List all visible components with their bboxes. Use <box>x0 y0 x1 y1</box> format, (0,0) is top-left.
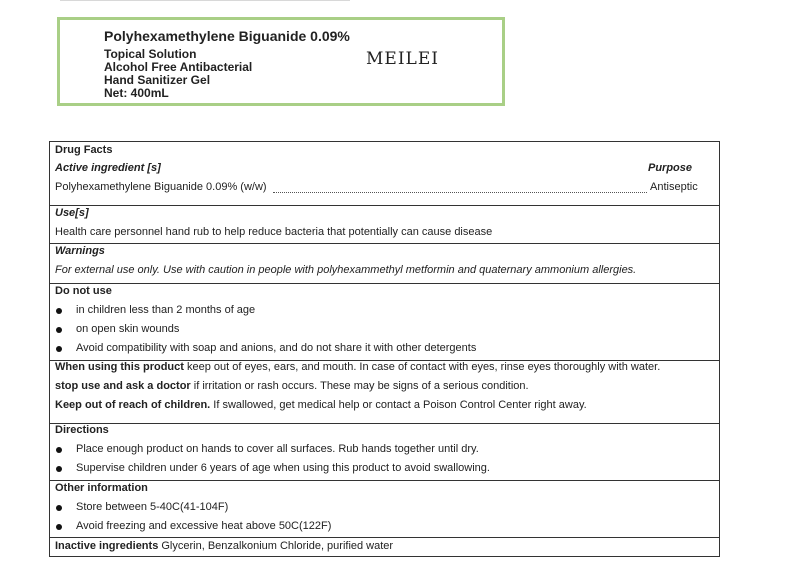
separator <box>50 537 719 538</box>
directions-item: Supervise children under 6 years of age when using this product to avoid swallowing. <box>76 462 490 474</box>
separator <box>50 283 719 284</box>
product-label <box>57 17 505 106</box>
keep-out-label: Keep out of reach of children. <box>55 399 211 411</box>
label-line-net: Net: 400mL <box>104 86 169 100</box>
brand-name: MEILEI <box>366 49 439 69</box>
top-edge-line <box>60 0 350 4</box>
label-line-type: Alcohol Free Antibacterial <box>104 60 253 74</box>
stop-use-text: if irritation or rash occurs. These may be signs of a serious condition. <box>190 380 529 392</box>
when-using-text: keep out of eyes, ears, and mouth. In case of contact with eyes, rinse eyes thoroughly with water. <box>183 361 661 373</box>
do-not-use-item: on open skin wounds <box>76 323 180 335</box>
drug-facts-heading: Drug Facts <box>55 144 113 156</box>
separator <box>50 423 719 424</box>
warnings-text: For external use only. Use with caution in people with polyhexammethyl metformin and quaternary ammonium allergies. <box>55 264 637 276</box>
uses-header: Use[s] <box>55 207 89 219</box>
inactive-text: Glycerin, Benzalkonium Chloride, purified water <box>158 540 394 552</box>
bullet-icon <box>56 308 62 314</box>
keep-out-line <box>55 399 587 411</box>
bullet-icon <box>56 524 62 530</box>
drug-facts-panel <box>49 141 720 557</box>
active-ingredient-value: Polyhexamethylene Biguanide 0.09% (w/w) <box>55 181 267 193</box>
inactive-label: Inactive ingredients <box>55 540 159 552</box>
do-not-use-item: in children less than 2 months of age <box>76 304 256 316</box>
separator <box>50 243 719 244</box>
warnings-header: Warnings <box>55 245 105 257</box>
purpose-header: Purpose <box>648 162 693 174</box>
do-not-use-item: Avoid compatibility with soap and anions, and do not share it with other detergents <box>76 342 477 354</box>
bullet-icon <box>56 346 62 352</box>
stop-use-label: stop use and ask a doctor <box>55 380 191 392</box>
leader-dots <box>273 192 647 193</box>
separator <box>50 480 719 481</box>
product-title: Polyhexamethylene Biguanide 0.09% <box>104 28 350 44</box>
active-ingredient-header: Active ingredient [s] <box>55 162 161 174</box>
stop-use-line <box>55 380 529 392</box>
other-info-header: Other information <box>55 482 148 494</box>
do-not-use-header: Do not use <box>55 285 112 297</box>
other-info-item: Avoid freezing and excessive heat above 50C(122F) <box>76 520 332 532</box>
bullet-icon <box>56 505 62 511</box>
other-info-item: Store between 5-40C(41-104F) <box>76 501 229 513</box>
label-line-form: Topical Solution <box>104 47 197 61</box>
bullet-icon <box>56 327 62 333</box>
directions-header: Directions <box>55 424 109 436</box>
separator <box>50 205 719 206</box>
bullet-icon <box>56 447 62 453</box>
when-using-label: When using this product <box>55 361 184 373</box>
label-line-product: Hand Sanitizer Gel <box>104 73 211 87</box>
purpose-value: Antiseptic <box>650 181 698 193</box>
uses-text: Health care personnel hand rub to help reduce bacteria that potentially can cause disease <box>55 226 493 238</box>
bullet-icon <box>56 466 62 472</box>
when-using-line <box>55 361 660 373</box>
inactive-line <box>55 540 393 552</box>
keep-out-text: If swallowed, get medical help or contact a Poison Control Center right away. <box>210 399 587 411</box>
directions-item: Place enough product on hands to cover all surfaces. Rub hands together until dry. <box>76 443 479 455</box>
